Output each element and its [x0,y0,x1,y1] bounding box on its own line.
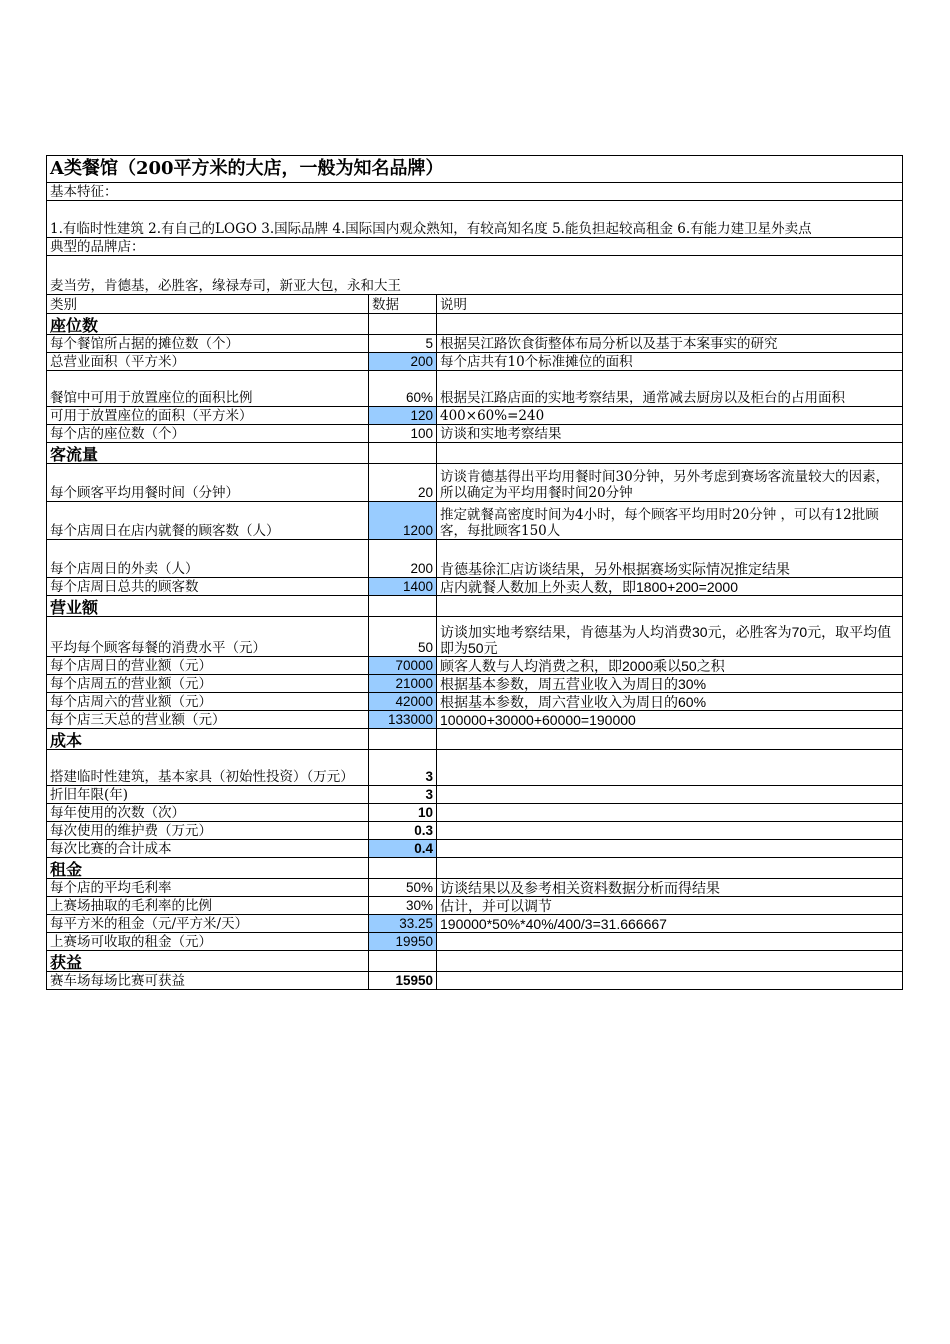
basic-features-text[interactable]: 1.有临时性建筑 2.有自己的LOGO 3.国际品牌 4.国际国内观众熟知，有较高知名度 5.能负担起较高租金 6.有能力建卫星外卖点 [47,201,903,238]
row-label[interactable]: 上赛场可收取的租金（元） [47,933,369,951]
row-note[interactable]: 顾客人数与人均消费之积，即2000乘以50之积 [437,657,903,675]
row-value[interactable]: 3 [369,786,437,804]
section-seats[interactable]: 座位数 [47,314,369,335]
row-value[interactable]: 60% [369,371,437,407]
row-note[interactable] [437,840,903,858]
row-label[interactable]: 每个店周日的营业额（元） [47,657,369,675]
row-value[interactable]: 42000 [369,693,437,711]
row-note[interactable] [437,933,903,951]
row-value[interactable]: 0.3 [369,822,437,840]
row-value[interactable]: 30% [369,897,437,915]
row-note[interactable]: 400×60%=240 [437,407,903,425]
row-value[interactable]: 3 [369,750,437,786]
row-value[interactable]: 120 [369,407,437,425]
row-label[interactable]: 餐馆中可用于放置座位的面积比例 [47,371,369,407]
row-label[interactable]: 折旧年限(年) [47,786,369,804]
row-note[interactable]: 根据吴江路店面的实地考察结果，通常减去厨房以及柜台的占用面积 [437,371,903,407]
section-traffic[interactable]: 客流量 [47,443,369,464]
row-value[interactable]: 50 [369,617,437,657]
section-revenue[interactable]: 营业额 [47,596,369,617]
row-note[interactable]: 估计，并可以调节 [437,897,903,915]
row-note[interactable] [437,786,903,804]
header-note[interactable]: 说明 [437,295,903,314]
row-value[interactable]: 0.4 [369,840,437,858]
row-label[interactable]: 可用于放置座位的面积（平方米） [47,407,369,425]
row-label[interactable]: 每个顾客平均用餐时间（分钟） [47,464,369,502]
row-value[interactable]: 1200 [369,502,437,540]
row-value[interactable]: 133000 [369,711,437,729]
row-label[interactable]: 每个店的平均毛利率 [47,879,369,897]
row-value[interactable]: 1400 [369,578,437,596]
row-value[interactable]: 100 [369,425,437,443]
row-label[interactable]: 每个店的座位数（个） [47,425,369,443]
row-label[interactable]: 平均每个顾客每餐的消费水平（元） [47,617,369,657]
row-value[interactable]: 200 [369,353,437,371]
row-value[interactable]: 70000 [369,657,437,675]
row-note[interactable] [437,972,903,990]
row-label[interactable]: 上赛场抽取的毛利率的比例 [47,897,369,915]
row-value[interactable]: 33.25 [369,915,437,933]
row-note[interactable]: 访谈和实地考察结果 [437,425,903,443]
row-label[interactable]: 每个店周日在店内就餐的顾客数（人） [47,502,369,540]
row-value[interactable]: 10 [369,804,437,822]
row-note[interactable] [437,804,903,822]
row-label[interactable]: 每次使用的维护费（万元） [47,822,369,840]
row-label[interactable]: 每个店周五的营业额（元） [47,675,369,693]
row-label[interactable]: 每年使用的次数（次） [47,804,369,822]
row-value[interactable]: 19950 [369,933,437,951]
section-rent[interactable]: 租金 [47,858,369,879]
row-label[interactable]: 每平方米的租金（元/平方米/天） [47,915,369,933]
row-note[interactable]: 访谈加实地考察结果，肯德基为人均消费30元，必胜客为70元，取平均值即为50元 [437,617,903,657]
empty-cell[interactable] [437,314,903,335]
row-value[interactable]: 21000 [369,675,437,693]
spreadsheet-table [46,155,903,990]
row-label[interactable]: 每个店三天总的营业额（元） [47,711,369,729]
row-note[interactable] [437,750,903,786]
row-label[interactable]: 每个店周日总共的顾客数 [47,578,369,596]
row-note[interactable]: 店内就餐人数加上外卖人数，即1800+200=2000 [437,578,903,596]
section-cost[interactable]: 成本 [47,729,369,750]
row-note[interactable]: 根据吴江路饮食街整体布局分析以及基于本案事实的研究 [437,335,903,353]
row-label[interactable]: 总营业面积（平方米） [47,353,369,371]
row-label[interactable]: 每个店周六的营业额（元） [47,693,369,711]
row-value[interactable]: 200 [369,540,437,578]
row-label[interactable]: 每次比赛的合计成本 [47,840,369,858]
section-profit[interactable]: 获益 [47,951,369,972]
row-label[interactable]: 赛车场每场比赛可获益 [47,972,369,990]
empty-cell[interactable] [369,858,437,879]
empty-cell[interactable] [369,314,437,335]
row-note[interactable]: 访谈肯德基得出平均用餐时间30分钟，另外考虑到赛场客流量较大的因素，所以确定为平均用餐时间20分钟 [437,464,903,502]
typical-brands-text[interactable]: 麦当劳，肯德基，必胜客，缘禄寿司，新亚大包，永和大王 [47,256,903,295]
row-value[interactable]: 5 [369,335,437,353]
empty-cell[interactable] [369,951,437,972]
row-value[interactable]: 15950 [369,972,437,990]
row-note[interactable] [437,822,903,840]
row-label[interactable]: 每个餐馆所占据的摊位数（个） [47,335,369,353]
empty-cell[interactable] [437,951,903,972]
header-category[interactable]: 类别 [47,295,369,314]
row-note[interactable]: 100000+30000+60000=190000 [437,711,903,729]
empty-cell[interactable] [437,858,903,879]
row-note[interactable]: 根据基本参数，周六营业收入为周日的60% [437,693,903,711]
row-note[interactable]: 推定就餐高密度时间为4小时，每个顾客平均用时20分钟 ，可以有12批顾客，每批顾客150人 [437,502,903,540]
row-value[interactable]: 50% [369,879,437,897]
empty-cell[interactable] [369,443,437,464]
empty-cell[interactable] [369,729,437,750]
empty-cell[interactable] [437,596,903,617]
typical-brands-label[interactable]: 典型的品牌店： [47,238,903,256]
row-label[interactable]: 每个店周日的外卖（人） [47,540,369,578]
row-value[interactable]: 20 [369,464,437,502]
row-label[interactable]: 搭建临时性建筑，基本家具（初始性投资）（万元） [47,750,369,786]
row-note[interactable]: 190000*50%*40%/400/3=31.666667 [437,915,903,933]
sheet-title[interactable]: A类餐馆（200平方米的大店，一般为知名品牌） [47,156,903,183]
empty-cell[interactable] [437,443,903,464]
row-note[interactable]: 根据基本参数，周五营业收入为周日的30% [437,675,903,693]
empty-cell[interactable] [437,729,903,750]
basic-features-label[interactable]: 基本特征： [47,183,903,201]
empty-cell[interactable] [369,596,437,617]
header-data[interactable]: 数据 [369,295,437,314]
row-note[interactable]: 每个店共有10个标准摊位的面积 [437,353,903,371]
row-note[interactable]: 访谈结果以及参考相关资料数据分析而得结果 [437,879,903,897]
row-note[interactable]: 肯德基徐汇店访谈结果，另外根据赛场实际情况推定结果 [437,540,903,578]
